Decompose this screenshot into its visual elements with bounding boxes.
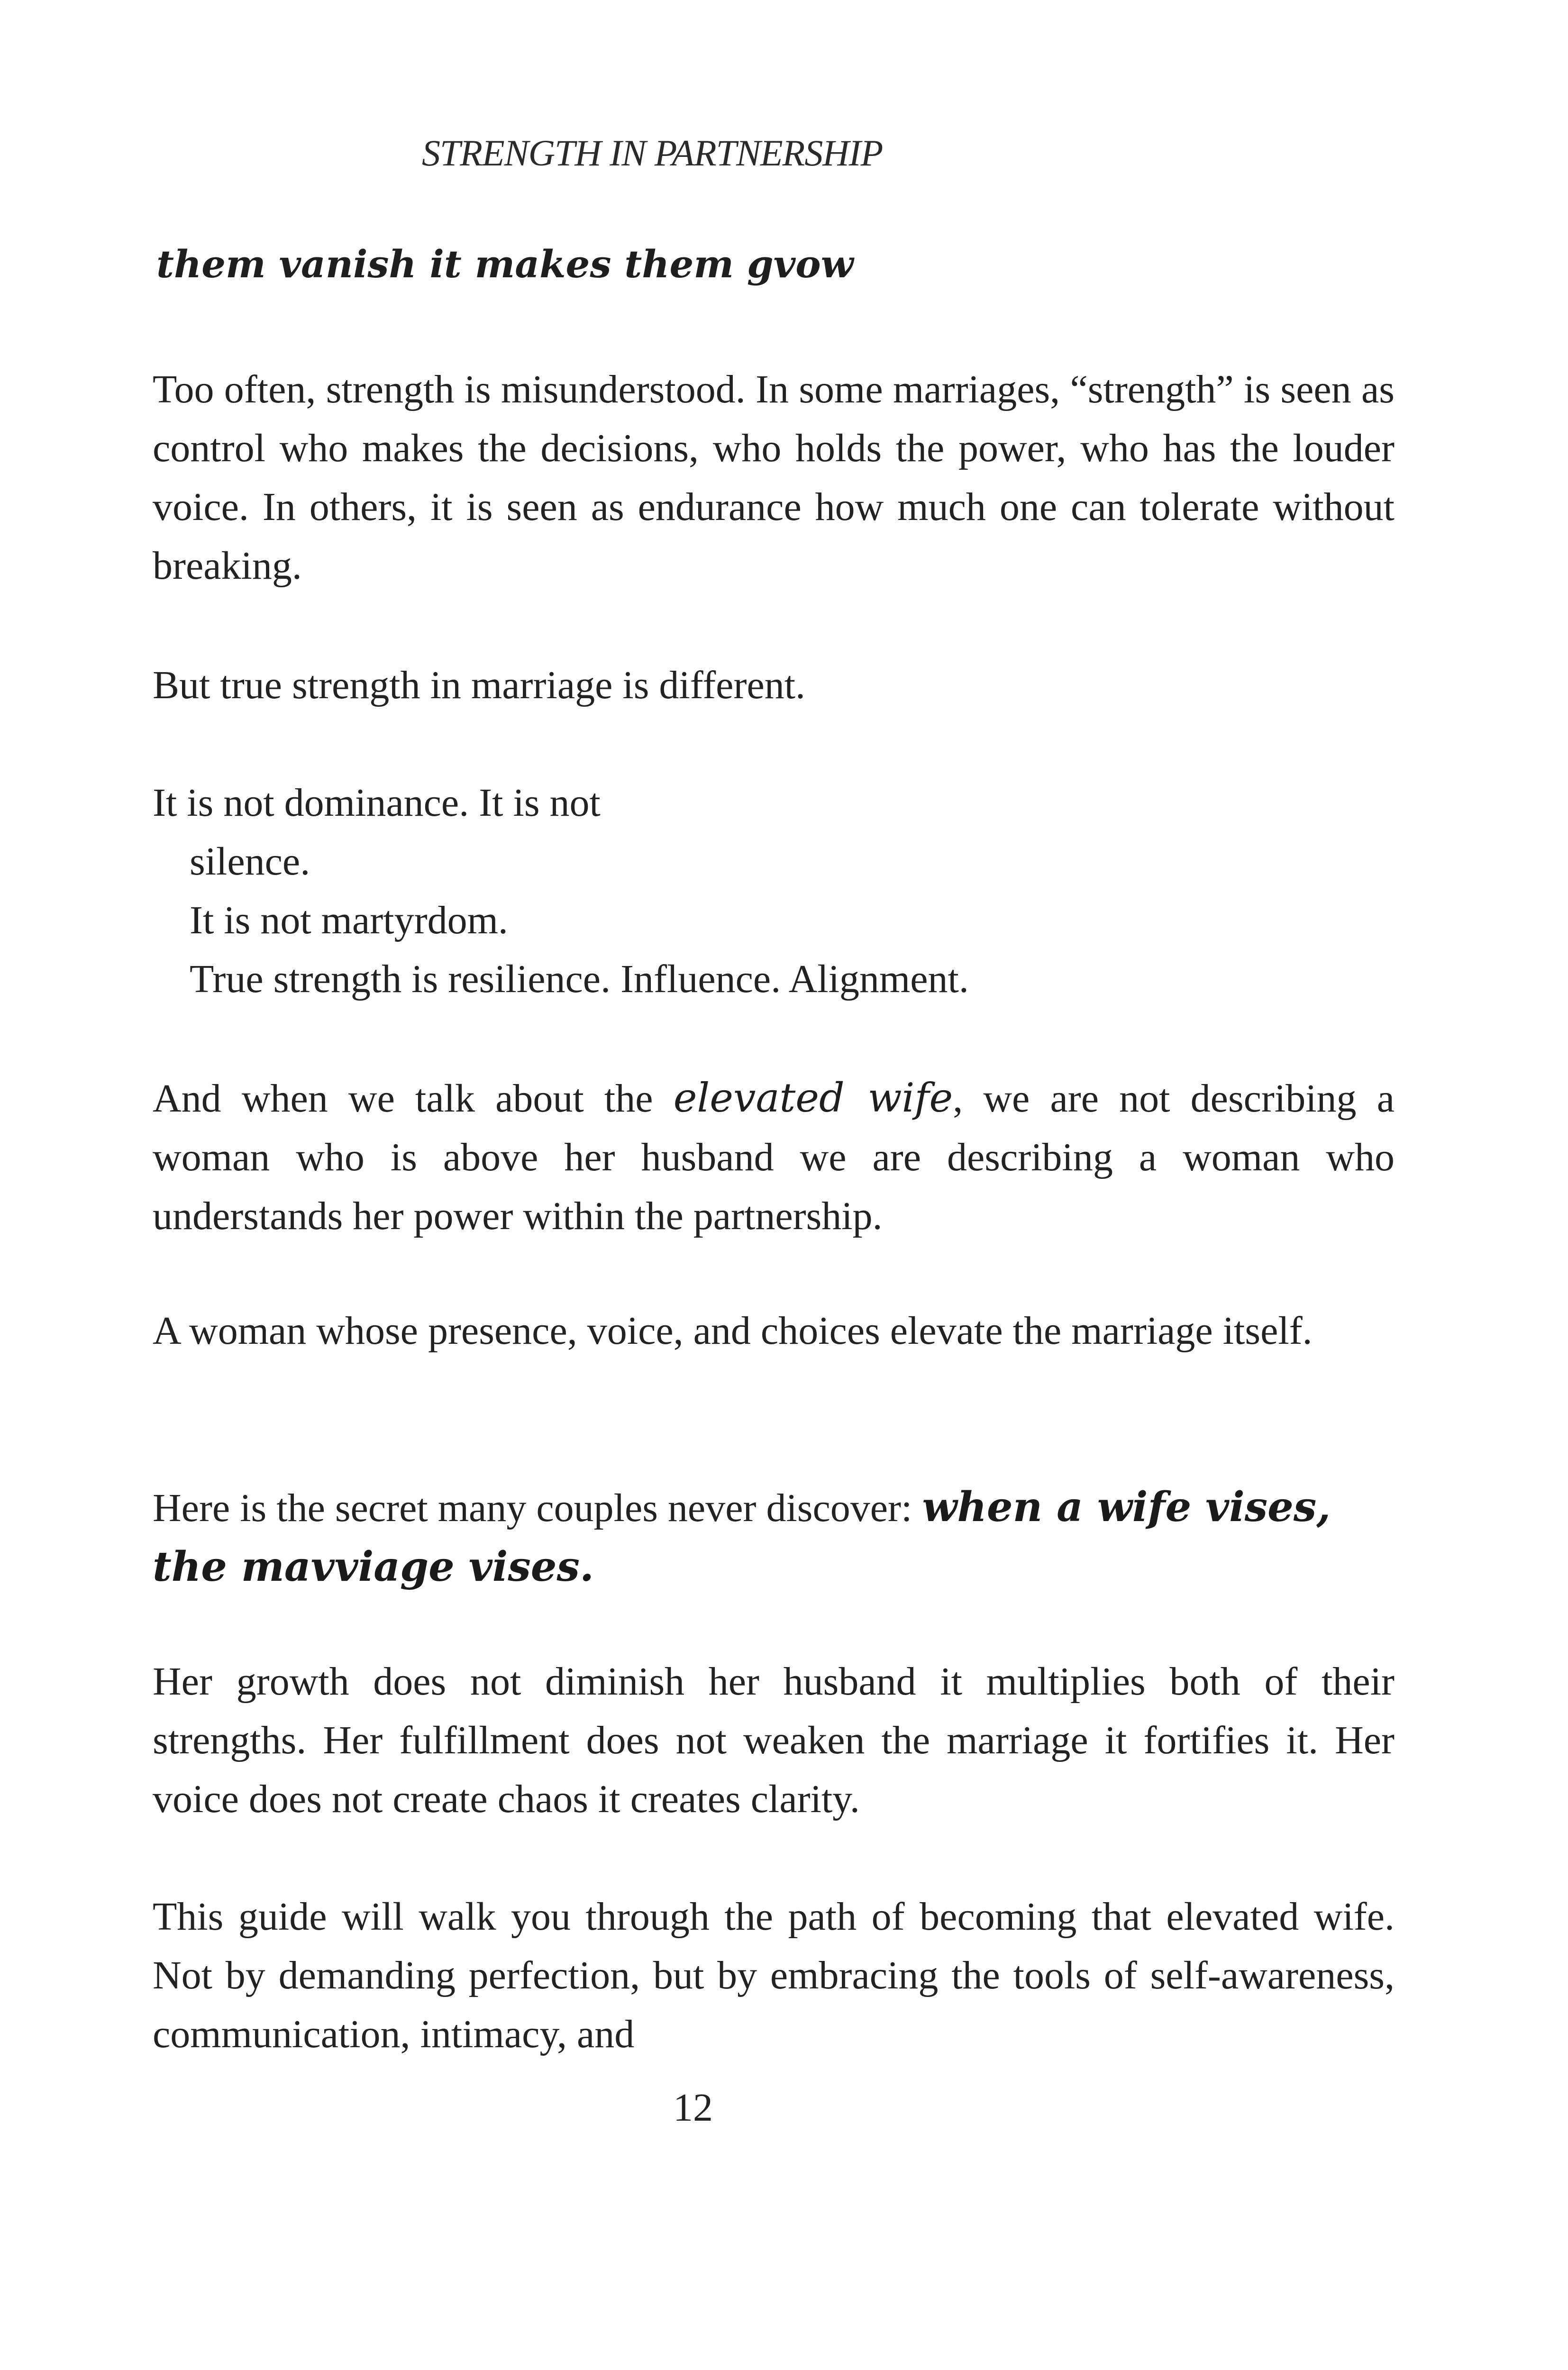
list-line: It is not dominance. It is not	[153, 781, 601, 825]
paragraph-elevated-wife	[153, 1068, 1395, 1246]
paragraph-text: Here is the secret many couples never discover:	[153, 1486, 922, 1530]
paragraph-secret	[153, 1478, 1395, 1597]
page-number: 12	[673, 2086, 713, 2130]
paragraph-true-strength: But true strength in marriage is different.	[153, 663, 806, 707]
strength-list	[153, 774, 1395, 1009]
paragraph-text: , we are not describing a woman who is above her husband we are describing a woman who understands her power within the partnership.	[153, 1076, 1395, 1238]
paragraph-strength-misunderstood: Too often, strength is misunderstood. In some marriages, “strength” is seen as control who makes the decisions, who holds the power, who has the louder voice. In others, it is seen as endurance how much one can tolerate without breaking.	[153, 367, 1395, 588]
emphasis-text: elevated wife	[673, 1075, 953, 1121]
list-line: silence.	[190, 839, 310, 884]
paragraph-her-growth: Her growth does not diminish her husband it multiplies both of their strengths. Her fulfillment does not weaken the marriage it fortifies it. Her voice does not create chaos it creates clarity.	[153, 1659, 1395, 1821]
paragraph-woman-presence: A woman whose presence, voice, and choices elevate the marriage itself.	[153, 1309, 1313, 1353]
list-line: It is not martyrdom.	[190, 898, 508, 942]
fragment-heading: them vanish it makes them gvow	[156, 242, 854, 286]
paragraph-text: And when we talk about the	[153, 1076, 674, 1121]
paragraph-this-guide: This guide will walk you through the path of becoming that elevated wife. Not by demanding perfection, but by embracing the tools of self-awareness, communication, intimacy, and	[153, 1895, 1395, 2056]
emphasis-text: when a wife vises, the mavviage vises.	[153, 1483, 1331, 1591]
list-line: True strength is resilience. Influence. Alignment.	[190, 957, 969, 1001]
running-header: STRENGTH IN PARTNERSHIP	[422, 132, 883, 173]
